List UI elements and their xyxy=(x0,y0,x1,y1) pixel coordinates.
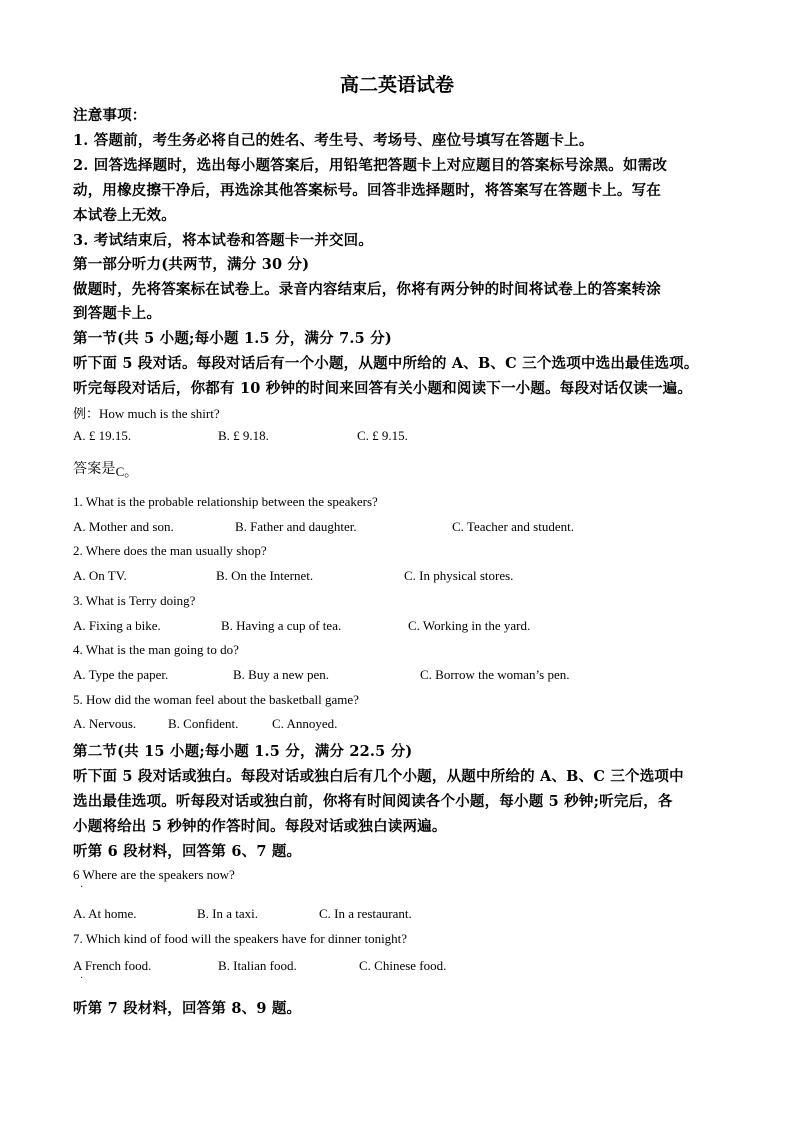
question-6-option-a: A. At home. xyxy=(73,906,137,921)
question-4-option-b: B. Buy a new pen. xyxy=(233,667,330,682)
part1-heading: 第一部分听力(共两节，满分 30 分) xyxy=(73,256,310,273)
question-1-option-a: A. Mother and son. xyxy=(73,519,174,534)
question-2-option-a: A. On TV. xyxy=(73,568,127,583)
notice-item-3: 3. 考试结束后，将本试卷和答题卡一并交回。 xyxy=(73,232,374,249)
notice-item-1: 1. 答题前，考生务必将自己的姓名、考生号、考场号、座位号填写在答题卡上。 xyxy=(73,132,594,149)
question-5-option-a: A. Nervous. xyxy=(73,716,137,731)
question-3-option-c: C. Working in the yard. xyxy=(408,618,531,633)
question-1: 1. What is the probable relationship between the speakers? xyxy=(73,494,378,509)
notice-heading: 注意事项： xyxy=(73,107,147,124)
example-answer xyxy=(73,458,722,478)
question-2-option-c: C. In physical stores. xyxy=(404,568,514,583)
question-6-option-b: B. In a taxi. xyxy=(197,906,259,921)
example-option-b: B. £ 9.18. xyxy=(218,428,269,443)
part1-intro-line-1: 做题时，先将答案标在试卷上。录音内容结束后，你将有两分钟的时间将试卷上的答案转涂 xyxy=(73,281,661,298)
section2-instructions-line-2: 选出最佳选项。听每段对话或独白前，你将有时间阅读各个小题，每小题 5 秒钟;听完后，各 xyxy=(73,793,673,810)
section1-heading: 第一节(共 5 小题;每小题 1.5 分，满分 7.5 分) xyxy=(73,330,392,347)
example-answer-prefix: 答案是 xyxy=(73,461,116,477)
question-7-option-c: C. Chinese food. xyxy=(359,958,447,973)
notice-item-2-line-2: 动，用橡皮擦干净后，再选涂其他答案标号。回答非选择题时，将答案写在答题卡上。写在 xyxy=(73,182,661,199)
example-option-c: C. £ 9.15. xyxy=(357,428,408,443)
question-6: 6 Where are the speakers now? xyxy=(73,867,235,882)
section2-instructions-line-3: 小题将给出 5 秒钟的作答时间。每段对话或独白读两遍。 xyxy=(73,818,447,835)
question-2-option-b: B. On the Internet. xyxy=(216,568,314,583)
question-5-option-c: C. Annoyed. xyxy=(272,716,338,731)
section2-instructions-line-1: 听下面 5 段对话或独白。每段对话或独白后有几个小题，从题中所给的 A、B、C 三个选项中 xyxy=(73,768,684,785)
question-6-option-c: C. In a restaurant. xyxy=(319,906,412,921)
part1-intro-line-2: 到答题卡上。 xyxy=(73,305,162,322)
question-3-option-a: A. Fixing a bike. xyxy=(73,618,161,633)
section1-instructions-line-1: 听下面 5 段对话。每段对话后有一个小题，从题中所给的 A、B、C 三个选项中选出最佳选项。 xyxy=(73,355,699,372)
material-6-heading: 听第 6 段材料，回答第 6、7 题。 xyxy=(73,843,302,860)
notice-item-2-line-3: 本试卷上无效。 xyxy=(73,207,176,224)
question-7: 7. Which kind of food will the speakers have for dinner tonight? xyxy=(73,931,408,946)
notice-item-2-line-1: 2. 回答选择题时，选出每小题答案后，用铅笔把答题卡上对应题目的答案标号涂黑。如需改 xyxy=(73,157,668,174)
question-7-option-b: B. Italian food. xyxy=(218,958,297,973)
question-3: 3. What is Terry doing? xyxy=(73,593,196,608)
example-question: 例：How much is the shirt? xyxy=(73,406,220,421)
question-3-option-b: B. Having a cup of tea. xyxy=(221,618,342,633)
example-answer-value: C。 xyxy=(115,464,138,479)
question-7-option-a: A French food. xyxy=(73,958,152,973)
question-2: 2. Where does the man usually shop? xyxy=(73,543,267,558)
page-title: 高二英语试卷 xyxy=(339,74,454,96)
question-1-option-c: C. Teacher and student. xyxy=(452,519,574,534)
question-1-option-b: B. Father and daughter. xyxy=(235,519,357,534)
punctuation-mark: · xyxy=(80,973,84,984)
example-option-a: A. £ 19.15. xyxy=(73,428,132,443)
material-7-heading: 听第 7 段材料，回答第 8、9 题。 xyxy=(73,1000,302,1017)
question-5-option-b: B. Confident. xyxy=(168,716,239,731)
question-5: 5. How did the woman feel about the basketball game? xyxy=(73,692,359,707)
punctuation-mark: · xyxy=(80,882,84,893)
question-4: 4. What is the man going to do? xyxy=(73,642,239,657)
question-4-option-a: A. Type the paper. xyxy=(73,667,169,682)
question-4-option-c: C. Borrow the woman’s pen. xyxy=(420,667,570,682)
section1-instructions-line-2: 听完每段对话后，你都有 10 秒钟的时间来回答有关小题和阅读下一小题。每段对话仅读一遍。 xyxy=(73,380,693,397)
section2-heading: 第二节(共 15 小题;每小题 1.5 分，满分 22.5 分) xyxy=(73,743,413,760)
